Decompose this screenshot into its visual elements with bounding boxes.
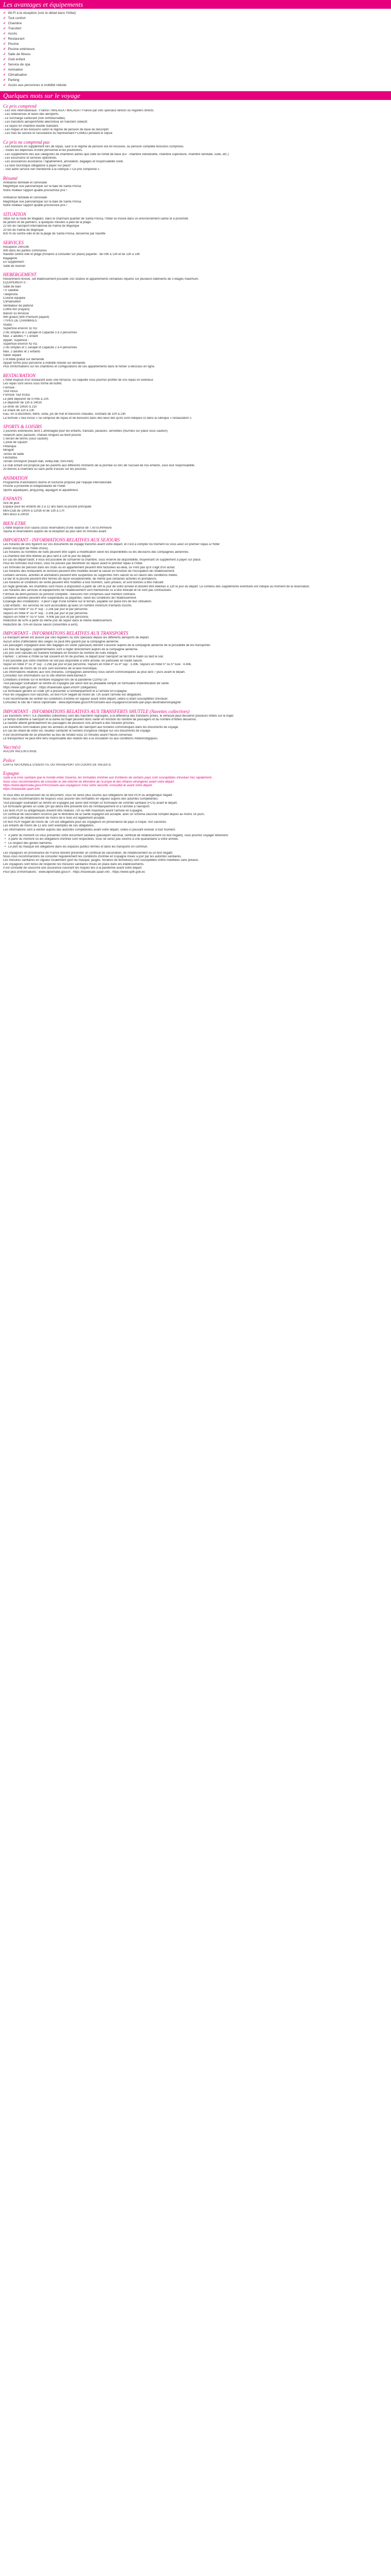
amenity-item: [3, 37, 391, 42]
check-icon: ✔: [3, 11, 6, 15]
section-line: Le club enfant est proposé par les parents aux différents moments de la journée ou lors de l'accueil de nos enfants, sous leur responsabilité.: [3, 464, 196, 467]
section-line: Formule Tout Inclus: [3, 394, 30, 397]
espagne-closing-line: Pour plus d'informations : www.diplomatie.gouv.fr ; https://travelsafe.spain.info ; https://www.spth.gob.es: [3, 870, 145, 874]
espagne-line: Un certificat de rétablissement de moins de 6 mois est également accepté.: [3, 817, 106, 820]
important-block: [3, 630, 388, 705]
important-line: Les transferts SHUTTLE (Navettes collectives) sont des transferts regroupés, à la différence des transferts privés, le véhicule peut desservir plusieurs hôtels sur le trajet.: [3, 714, 234, 718]
important-line: Le bar et la piscine peuvent être fermés de façon exceptionnelle, de même que certaines activités et animations.: [3, 578, 157, 581]
important-line: Séjours en hôtel 4* ou 4* sup : 3.30€ par jour et par personne.: [3, 612, 89, 615]
espagne-section: [0, 770, 391, 874]
important-line: Ce formulaire génère un code QR à présenter à l'embarquement et à l'arrivée en Espagne.: [3, 689, 128, 693]
section-line: 600 m du centre-ville et de la plage de Santa Ponsa, desservie par navette: [3, 232, 106, 236]
police-title: Police: [3, 757, 15, 763]
section-line: Programme d'animations diurne et nocturne proposé par l'équipe internationale: [3, 481, 112, 484]
section-line: 20 bornes à charnière ou sans porte d'accès sur les piscines.: [3, 468, 87, 471]
section-line: 22 km de l'aéroport international de Palma de Majorque: [3, 225, 79, 228]
amenity-item: [3, 62, 391, 67]
section-line: Max. 2 adultes et 2 enfants: [3, 350, 41, 353]
section-line: Espace pour les enfants de 3 à 12 ans dans la piscine principale: [3, 505, 92, 509]
section-line: Pétanque: [3, 445, 17, 448]
important-line: Les passagers voyageant avec des bagages en soute (spéciaux) doivent s'assurer auprès de la compagnie aérienne de la possibilité de les transporter.: [3, 644, 211, 648]
important-line: La chambre doit être libérée au plus tard à 12h le jour du départ.: [3, 554, 92, 558]
important-title: IMPORTANT - INFORMATIONS RELATIVES AUX TRANSFERTS SHUTTLE (Navettes collectives): [3, 708, 190, 714]
important-title: IMPORTANT - INFORMATIONS RELATIVES AUX TRANSPORTS: [3, 631, 128, 636]
section-line: - Les boissons en supplément lors de repas, sauf si le régime de pension est All inclusive, ou pension complète boissons comprises.: [3, 145, 185, 148]
section-line: - Tout autre service non mentionné à la rubrique « Ce prix comprend ».: [3, 168, 100, 172]
amenity-label: Parking: [8, 78, 20, 82]
section-line: Situé sur la route de Magalluf, dans le charmant quartier de Santa Ponsa, l'hôtel se trouve dans un environnement calme et à proximité: [3, 217, 188, 221]
section-line: Appart formé pour personne à mobilité réduite sur demande: [3, 361, 86, 365]
important-info: [0, 537, 391, 741]
section-line: La formule « tout inclus » se compose de repas et de boissons dans des lieux tels qu'ils sont indiqués ici dans la rubrique « restauration ».: [3, 416, 192, 420]
espagne-bullet: • A partir du moment où les obligations d'entrée sont respectées, vous ne serez pas soumis à une quarantaine à votre arrivée.: [3, 838, 388, 841]
important-line: Réduction de 50% à partir du 9ème jour de séjour dans le même établissement.: [3, 619, 113, 623]
section-line: Ambiance familiale et conviviale: [3, 181, 47, 184]
section-line: Mini disco à 20h30: [3, 513, 29, 517]
espagne-title: Espagne: [3, 771, 19, 776]
section-line: Tennis de table: [3, 452, 24, 456]
section-line: Coffre-fort (Payant): [3, 308, 30, 312]
check-icon: ✔: [3, 83, 6, 87]
section-title: ENFANTS: [3, 496, 22, 501]
police-section: [0, 757, 391, 767]
important-line: Les prix sont calculés de manière forfaitaire en fonction du nombre de nuits indiqué.: [3, 651, 118, 655]
section-line: - Le surcharge carburant (non remboursable).: [3, 116, 66, 120]
amenity-item: [3, 52, 391, 57]
section-line: Formule :: [3, 386, 17, 389]
espagne-line: Les enfants de moins de 12 ans sont exemptés de ces obligations.: [3, 824, 95, 828]
section-line: Plus d'informations sur les chambres et configurations de ces appartements dans le fichier ci-dessous en ligne.: [3, 365, 155, 369]
important-line: Le transporteur ne peut être tenu responsable des retards liés à la circulation ou aux conditions météorologiques.: [3, 737, 158, 741]
important-line: Les transferts sont réalisés pour les arrivées et départs de l'aéroport aux horaires communiqués dans les documents de voyage.: [3, 725, 179, 729]
amenity-item: [3, 67, 391, 73]
info-block: [3, 475, 388, 493]
important-line: (selon descriptif de l'hôtel choisi).: [3, 547, 49, 550]
espagne-line: Les tests PCR ou antigéniques doivent être réalisés 72h ou 48h maximum avant l'arrivée en Espagne.: [3, 809, 143, 812]
important-line: Les horaires et conditions de vente peuvent être modifiés à tout moment, sans préavis, et sont donnés à titre indicatif.: [3, 581, 165, 585]
section-line: L'hôtel dispose d'un restaurant avec une terrasse, sur laquelle vous pourrez profiter de vos repas en extérieur.: [3, 378, 154, 382]
amenity-item: [3, 57, 391, 62]
important-line: Consultez nos informations sur le site internet www.flamed.fr: [3, 674, 86, 678]
important-line: Flamed : L'arrivée à l'hôtel se fait souvent en fin de journée, le départ pour l'aéroport se fait tôt le matin ou tard le soir.: [3, 655, 164, 659]
espagne-notice-line: Nous vous recommandons de consulter le site internet du Ministère de l'Europe et des Affaires étrangères avant votre départ.: [3, 780, 175, 784]
section-line: Le déjeuner de 13h à 14h30: [3, 401, 42, 405]
amenity-label: Animation: [8, 68, 23, 72]
important-line: Consultez le site de France Diplomatie : www.diplomatie.gouv.fr/fr/conseils-aux-voyageurs/conseils-par-pays-destination/espagne/: [3, 701, 182, 705]
section-line: Récemment rénové, cet établissement possède 142 studios et appartements climatisés répartis sur plusieurs bâtiments de 3 étages maximum.: [3, 278, 199, 281]
espagne-line: Les informations sont à vérifier auprès des autorités compétentes avant votre départ, celles-ci pouvant évoluer à tout moment.: [3, 828, 176, 832]
section-line: 1 piste de squash: [3, 441, 28, 445]
section-line: Magnifique vue panoramique sur la baie de Santa Ponsa: [3, 185, 82, 189]
section-title: SERVICES: [3, 240, 24, 245]
check-icon: ✔: [3, 58, 6, 61]
section-line: Navette centre-ville et plage (horaires à consulter sur place) payante : de 09h à 13h et de 13h à 18h: [3, 253, 140, 257]
section-line: Réception 24h/24h: [3, 245, 29, 249]
section-line: Bagagerie: [3, 257, 18, 260]
important-line: Aucun ordre d'affectation des sièges ne peut être garanti par la compagnie aérienne.: [3, 640, 119, 643]
espagne-closing-line: Les voyageurs en provenance de France doivent présenter un certificat de vaccination, de rétablissement ou un test négatif.: [3, 851, 173, 855]
section-line: - Les excursions et services optionnels.: [3, 157, 57, 160]
check-icon: ✔: [3, 78, 6, 82]
important-line: Le transport aérien est assuré par vols réguliers ou vols spéciaux depuis les différents aéroports de départ.: [3, 636, 150, 640]
section-title: SPORTS & LOISIRS: [3, 424, 42, 430]
section-line: - Les redevances et taxes des aéroports.: [3, 113, 59, 116]
section-line: 2 lits simples et 1 canapé lit Capacité 2 à 4 personnes: [3, 346, 77, 350]
section-line: - Les assurances assistance / rapatriement, annulation, bagages et responsabilité civile.: [3, 160, 124, 164]
amenity-label: Accès aux personnes à mobilité réduite: [8, 83, 67, 87]
section-title: Résumé: [3, 175, 18, 181]
espagne-bullet: • Le port du masque est obligatoire dans les espaces publics fermés et dans les transports en commun.: [3, 845, 388, 849]
amenity-label: Transfert: [8, 27, 22, 30]
espagne-line: Ce formulaire génère un code QR qui devra être présenté lors de l'embarquement et à l'arrivée à l'aéroport.: [3, 805, 150, 809]
amenity-item: [3, 78, 391, 83]
espagne-line: Un test PCR négatif de moins de 72h est obligatoire pour les voyageurs en provenance de pays à risque, non vaccinés.: [3, 820, 167, 824]
important-line: En cas de retard de votre vol, veuillez contacter le numéro d'urgence indiqué sur vos documents de voyage.: [3, 730, 151, 733]
section-line: Climatisation: [3, 300, 21, 304]
info-block: [3, 139, 388, 172]
section-line: 1 terrain de tennis (sous caution): [3, 437, 48, 441]
section-line: 2 lits simples et 1 canapé lit Capacité 3 à 3 personnes: [3, 331, 77, 334]
vaccins-section: [0, 744, 391, 754]
section-banner-avantages: Les avantages et équipements: [0, 0, 391, 9]
espagne-line: Si vous êtes en possession de ce document, vous ne serez plus soumis aux obligations de test PCR ou antigénique négatif.: [3, 793, 173, 797]
section-line: Notre meilleur rapport qualité prix/service prix !: [3, 204, 68, 208]
section-line: Wifi gratuit (Wifi Premium payant): [3, 316, 50, 319]
section-line: Le snack de 11h à 13h: [3, 409, 35, 412]
check-icon: ✔: [3, 47, 6, 51]
important-line: Les horaires des services et équipements de l'établissement sont mentionnés ici à titre indicatif et ne sont pas contractuels.: [3, 589, 172, 592]
amenity-label: Wi-Fi à la réception (voir le détail dans l’hôtel): [8, 11, 76, 15]
section-line: Appart. Supérieur :: [3, 338, 29, 342]
amenity-label: Tout confort: [8, 16, 26, 20]
info-block: [3, 103, 388, 136]
section-line: Tout Inclus: [3, 389, 18, 393]
section-line: Minigolf: [3, 449, 14, 452]
section-line: Studio :: [3, 323, 14, 327]
amenity-label: Piscine extérieure: [8, 47, 35, 51]
important-block: [3, 537, 388, 627]
section-line: Salle de réunion: [3, 264, 26, 268]
important-line: Pour les formules tout inclus, vous ne pouvez pas bénéficier du séjour avant le premier repas à l'hôtel.: [3, 562, 143, 566]
important-line: Formule de demi-pension ou pension complète - boissons non comprises sauf mention contraire.: [3, 592, 136, 596]
section-line: L'hôtel dispose d'un sauna (sous réservation) d'une séance de 7.50 EUR/heure: [3, 526, 112, 530]
section-line: 1 lit bébé gratuit sur demande: [3, 358, 44, 361]
info-block: [3, 423, 388, 471]
vaccins-title: Vaccin(s): [3, 744, 21, 750]
espagne-notice-line: https://www.diplomatie.gouv.fr/fr/conseils-aux-voyageurs/ Pour votre sécurité, consultez-le avant votre départ.: [3, 784, 153, 788]
section-line: de jardins et de palmiers, à quelques minutes à pied de la plage.: [3, 221, 92, 224]
section-title: Ce prix comprend: [3, 104, 37, 109]
amenity-item: [3, 16, 391, 21]
important-line: Le temps d'attente à l'aéroport et la durée du trajet peuvent donc varier en fonction du nombre de passagers et du nombre d'hôtels desservis.: [3, 718, 197, 721]
important-line: Séjours en hôtel 3* ou 3* sup : 2.25€ par jour et par personne.: [3, 608, 89, 612]
section-line: - Les frais de service et l'assistance du représentant FLAMED pendant le séjour.: [3, 132, 113, 135]
section-title: RESTAURATION: [3, 372, 36, 378]
espagne-line: Nous vous recommandons de toujours vous assurer des formalités en vigueur auprès des autorités compétentes.: [3, 798, 159, 801]
espagne-closing-line: Les voyageurs sont tenus de respecter les mesures sanitaires mises en place dans les établissements.: [3, 862, 144, 866]
espagne-line: Tout passager souhaitant se rendre en Espagne par avion doit remplir un formulaire de contrôle sanitaire (FCS) avant le départ.: [3, 801, 178, 805]
section-line: 2 piscines extérieures dont 1 aménagée pour les enfants, transats, parasols, serviettes (fournies sur place sous caution): [3, 430, 168, 433]
amenities-list: [0, 11, 391, 88]
important-line: Les horaires ou nombres de nuits peuvent être sujets à modification selon les disponibilités ou les décisions des compagnies aériennes.: [3, 551, 189, 554]
police-line: CARTE NATIONALE D'IDENTITE OU PASSEPORT EN COURS DE VALIDITE: [3, 763, 111, 767]
important-line: La navette attend généralement les passagers de plusieurs vols arrivant à des horaires proches.: [3, 722, 135, 725]
section-line: Max. 2 adultes + 1 enfant: [3, 335, 38, 338]
section-line: Ventilateur de plafond: [3, 304, 34, 308]
important-line: En règle générale, les chambres sont mises à disposition à partir de 14h le jour de votre arrivée et doivent être libérées à 12h le jour du départ. Le contenu des suppléments éventuels est indiqué au moment de la réservation.: [3, 585, 311, 588]
section-line: Mini-Club de 10h00 à 12h30 et de 13h à 17h: [3, 509, 64, 513]
check-icon: ✔: [3, 68, 6, 72]
amenity-item: [3, 42, 391, 47]
important-line: Les formules de pension dans les clubs ou en appartement peuvent être facturées au-delà, ce n'est pas qu'il s'agit d'un achat.: [3, 566, 175, 569]
info-block: [3, 272, 388, 369]
section-line: - Le séjour en chambre double standard.: [3, 124, 59, 128]
section-title: HEBERGEMENT: [3, 272, 37, 277]
section-line: Sauna et réservations auprès de la réception au plus tard 30 minutes avant.: [3, 530, 107, 533]
section-line: Notre meilleur rapport qualité prix/service prix !: [3, 189, 68, 192]
check-icon: ✔: [3, 22, 6, 25]
important-line: Réduction de 75% en basse saison (novembre à avril).: [3, 623, 78, 626]
important-line: Pour les voyageurs non vaccinés, un test PCR négatif de moins de 72h avant l'arrivée est obligatoire.: [3, 693, 142, 697]
amenity-item: [3, 73, 391, 78]
section-line: Eau, vin à discrétion, bière, soda, jus de fruit et boissons chaudes, cocktails de 10h à 23h: [3, 413, 126, 416]
check-icon: ✔: [3, 27, 6, 30]
amenity-item: [3, 47, 391, 52]
section-line: Cuisine équipée: [3, 297, 26, 300]
espagne-notice-line: https://travelsafe.spain.info: [3, 788, 40, 791]
info-block: [3, 240, 388, 268]
section-line: Les repas sont servis sous forme de buffet.: [3, 382, 62, 386]
bottom-spacer: [0, 874, 391, 890]
section-line: Solarium avec parasols, chaises longues au bord piscine: [3, 433, 82, 437]
section-line: [3, 193, 388, 196]
amenity-item: [3, 26, 391, 31]
section-line: Ambiance familiale et conviviale: [3, 196, 47, 200]
important-line: Club enfants : les services ne sont accessibles qu'avec un nombre minimum d'enfants inscrits.: [3, 604, 133, 607]
check-icon: ✔: [3, 37, 6, 41]
section-line: - Les transferts aéroport/hôtel aller/retour en transfert collectif.: [3, 121, 88, 124]
espagne-closing-line: Il est conseillé de souscrire une assurance couvrant les risques liés à la pandémie avant votre départ.: [3, 867, 142, 870]
amenity-label: Club enfant: [8, 58, 25, 61]
check-icon: ✔: [3, 32, 6, 36]
check-icon: ✔: [3, 63, 6, 66]
section-line: Terrain omnisport (beach-ball, volley-ball, mini-foot): [3, 460, 74, 464]
page: [0, 0, 391, 890]
important-line: Il est recommandé de se présenter au lieu de rendez-vous 10 minutes avant l'heure convenue.: [3, 733, 133, 737]
amenity-item: [3, 83, 391, 88]
check-icon: ✔: [3, 42, 6, 46]
info-block: [3, 372, 388, 420]
info-block: [3, 175, 388, 208]
section-line: EQUIPEMENTS :: [3, 281, 28, 285]
important-line: https://www.spth.gob.es/ ; https://travelsafe.spain.info/fr/ (obligatoire): [3, 686, 97, 689]
section-line: Le petit déjeuner de 07h45 à 10h: [3, 397, 49, 401]
important-line: Tout passager souhaitant se rendre en Espagne par avion doit au préalable remplir un formulaire d'identification de santé.: [3, 682, 170, 686]
check-icon: ✔: [3, 16, 6, 20]
section-line: Fléchettes: [3, 456, 18, 460]
important-line: Les horaires des restaurants et services peuvent être modifiés durant la saison en fonction de l'occupation de l'établissement.: [3, 570, 175, 573]
important-line: Certaines activités peuvent être suspendues ou payantes, selon les conditions de l'établissement.: [3, 597, 137, 600]
important-line: Séjours en hôtel 5* ou 5* luxe : 4.40€ par jour et par personne.: [3, 616, 89, 619]
section-title: Ce prix ne comprend pas: [3, 139, 50, 145]
amenity-label: Piscine: [8, 42, 19, 46]
espagne-bullet: • Le respect des gestes barrières.: [3, 842, 388, 845]
section-title: SITUATION: [3, 211, 26, 217]
amenity-label: Accès: [8, 32, 18, 36]
section-line: - Les vols internationaux : France / MALAGA / MALAGA / France par vols spéciaux directs ou réguliers directs.: [3, 109, 155, 112]
section-banner-voyage: Quelques mots sur le voyage: [0, 91, 391, 100]
vaccins-line: AUCUN VACCIN EXIGE: [3, 750, 37, 754]
espagne-closing-line: Nous vous recommandons de consulter régulièrement les conditions d'entrée en Espagne mises à jour par les autorités sanitaires.: [3, 855, 182, 858]
section-line: Superficie environ 42 m2: [3, 342, 38, 346]
section-line: Le dîner de 18h30 à 21h: [3, 405, 37, 409]
section-line: TYPES DE CHAMBRES :: [3, 319, 39, 323]
section-line: Balcon ou terrasse: [3, 312, 29, 315]
amenity-label: Restaurant: [8, 37, 25, 41]
espagne-closing-line: Les mesures sanitaires en vigueur localement (port du masque, jauges, horaires de fermeture) sont susceptibles d'être modifiées sans préavis.: [3, 859, 199, 862]
important-block: [3, 708, 388, 741]
espagne-notice-line: Suite à la crise sanitaire que le monde entier traverse, les formalités d'entrée aux frontières de certains pays sont susceptibles d'évoluer très rapidement.: [3, 776, 213, 780]
amenity-label: Service de spa: [8, 63, 30, 66]
section-title: ANIMATION: [3, 475, 28, 481]
important-line: Conditions d'entrée sur le territoire espagnol lors de la pandémie COVID-19 :: [3, 678, 109, 682]
section-line: Salle de bain: [3, 285, 21, 289]
important-line: Les horaires de vols figurent sur vos documents de voyage transmis avant votre départ, et c'est à compter du moment où vous avez un premier repas à l'hôtel: [3, 543, 220, 547]
espagne-bullet: • A partir du moment où vous présentez votre document sanitaire (passeport vaccinal, certificat de rétablissement ou test négatif), vous pourrez voyager librement.: [3, 834, 388, 838]
section-line: TV satellite: [3, 289, 19, 293]
info-block: [3, 496, 388, 517]
section-line: Piscine à proximité et indépendante de l'hôtel: [3, 485, 66, 488]
amenity-label: Salle de fitness: [8, 53, 31, 56]
section-title: BIEN-ETRE: [3, 520, 26, 526]
important-line: Il est recommandé de vérifier les conditions d'entrée en vigueur avant votre départ, celles-ci étant susceptibles d'évoluer.: [3, 697, 169, 701]
info-block: [3, 520, 388, 534]
important-line: Certains services, activités et animations peuvent être suspendus ou supprimés hors saison ou en raison des conditions météo.: [3, 573, 178, 577]
section-line: Aire de jeux: [3, 501, 20, 505]
amenity-item: [3, 11, 391, 16]
section-line: - La taxe touristique obligatoire à payer sur place*: [3, 164, 72, 167]
section-line: Salon séparé: [3, 354, 22, 358]
amenity-label: Climatisation: [8, 73, 27, 77]
section-line: Wifi dans les parties communes: [3, 249, 47, 252]
check-icon: ✔: [3, 73, 6, 77]
section-line: Magnifique vue panoramique sur la baie de Santa Ponsa: [3, 200, 82, 204]
important-line: Il est possible que votre chambre ne soit pas disponible à votre arrivée, en particulier en haute saison.: [3, 659, 143, 663]
section-line: Superficie environ 32 m2: [3, 327, 38, 331]
check-icon: ✔: [3, 53, 6, 56]
section-line: Sports aquatiques, ping-pong, aquagym et aquafitness: [3, 488, 78, 492]
important-line: Séjour en hôtel 3* ou 3* sup : 2.25€ par jour et par personne. Séjours en hôtel 4* ou 4* sup : 3.30€. Séjours en hôtel 5* ou 5* luxe : 4.40€.: [3, 663, 192, 667]
section-line: 20 km de Palma de Majorque: [3, 228, 44, 232]
info-block: [3, 211, 388, 236]
section-line: - Les suppléments liés aux catégories de chambres autres que celle du forfait de base (Ex : chambre individuelle, chambre supérieure, chambre familiale, suite, etc.): [3, 152, 229, 156]
important-line: Éclairage des installations : il peut s'agir d'une lumière sur le terrain, payable sur place lors de leur utilisation.: [3, 600, 152, 604]
important-line: Les frais de bagages supplémentaires sont à régler directement auprès de la compagnie aérienne.: [3, 648, 138, 651]
amenity-item: [3, 31, 391, 37]
amenity-item: [3, 21, 391, 26]
important-title: IMPORTANT - INFORMATIONS RELATIVES AUX SEJOURS: [3, 537, 120, 543]
trip-details: [0, 103, 391, 534]
important-line: Les enfants de moins de 16 ans sont exonérés de la taxe touristique.: [3, 667, 98, 670]
section-line: - Toutes les dépenses d'ordre personnel et les pourboires.: [3, 149, 83, 152]
section-line: Téléphone: [3, 293, 18, 296]
section-line: En supplément :: [3, 261, 26, 264]
amenity-label: Chambre: [8, 22, 22, 25]
espagne-line: Un certificat de vaccination reconnu par le Ministère de la Santé espagnol est accepté, avec un schéma vaccinal complet depuis au moins 14 jours.: [3, 812, 205, 816]
important-line: Les informations relatives aux vols (horaires, compagnies aériennes) vous seront communiquées au plus tard 7 jours avant le départ.: [3, 670, 186, 674]
important-line: En cas de départ tardif, il vous est possible de conserver la chambre, sous réserve de disponibilité, moyennant un supplément à payer sur place.: [3, 558, 202, 562]
section-line: - Les Repas et les boissons selon le régime de pension de base du descriptif.: [3, 128, 109, 132]
